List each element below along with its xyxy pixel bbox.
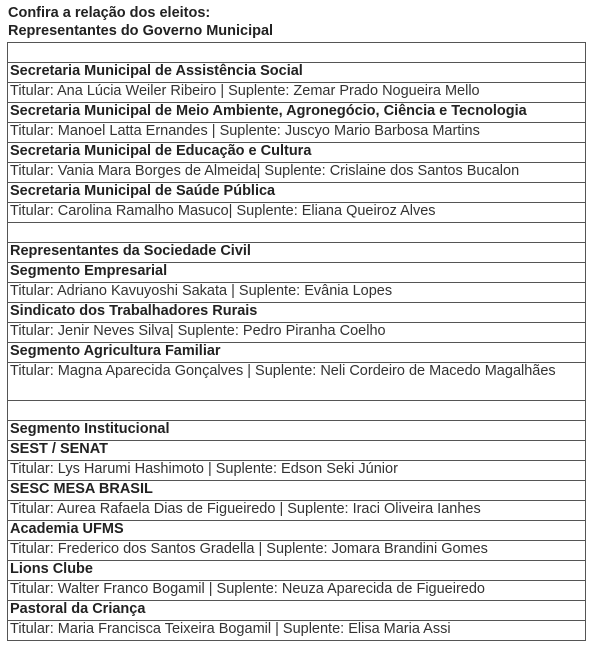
member-row <box>8 83 586 103</box>
member-row <box>8 123 586 143</box>
member-row <box>8 581 586 601</box>
group-heading-row <box>8 561 586 581</box>
group-heading: Secretaria Municipal de Saúde Pública <box>8 183 586 203</box>
member-row <box>8 203 586 223</box>
member-row <box>8 363 586 401</box>
group-heading-row <box>8 103 586 123</box>
group-heading-row <box>8 421 586 441</box>
elected-table-body <box>8 43 586 641</box>
spacer-row <box>8 223 586 243</box>
group-heading: SESC MESA BRASIL <box>8 481 586 501</box>
group-heading-row <box>8 481 586 501</box>
group-heading-row <box>8 243 586 263</box>
group-heading-row <box>8 303 586 323</box>
member-text: Titular: Jenir Neves Silva| Suplente: Pedro Piranha Coelho <box>8 323 586 343</box>
group-heading: Segmento Institucional <box>8 421 586 441</box>
member-text: Titular: Lys Harumi Hashimoto | Suplente: Edson Seki Júnior <box>8 461 586 481</box>
empty-cell <box>8 401 586 421</box>
group-heading-row <box>8 183 586 203</box>
group-heading: Secretaria Municipal de Meio Ambiente, Agronegócio, Ciência e Tecnologia <box>8 103 586 123</box>
group-heading: Segmento Empresarial <box>8 263 586 283</box>
member-text: Titular: Frederico dos Santos Gradella | Suplente: Jomara Brandini Gomes <box>8 541 586 561</box>
elected-table <box>7 42 586 641</box>
group-heading: Representantes da Sociedade Civil <box>8 243 586 263</box>
group-heading-row <box>8 263 586 283</box>
group-heading: Academia UFMS <box>8 521 586 541</box>
spacer-row <box>8 401 586 421</box>
group-heading-row <box>8 343 586 363</box>
group-heading: Pastoral da Criança <box>8 601 586 621</box>
group-heading: SEST / SENAT <box>8 441 586 461</box>
member-row <box>8 283 586 303</box>
group-heading-row <box>8 441 586 461</box>
intro-heading <box>8 5 273 40</box>
intro-line: Confira a relação dos eleitos: <box>8 5 211 21</box>
empty-cell <box>8 43 586 63</box>
group-heading: Secretaria Municipal de Assistência Social <box>8 63 586 83</box>
member-text: Titular: Ana Lúcia Weiler Ribeiro | Suplente: Zemar Prado Nogueira Mello <box>8 83 586 103</box>
member-text: Titular: Aurea Rafaela Dias de Figueiredo | Suplente: Iraci Oliveira Ianhes <box>8 501 586 521</box>
member-text: Titular: Adriano Kavuyoshi Sakata | Suplente: Evânia Lopes <box>8 283 586 303</box>
member-row <box>8 541 586 561</box>
member-text: Titular: Vania Mara Borges de Almeida| Suplente: Crislaine dos Santos Bucalon <box>8 163 586 183</box>
group-heading: Secretaria Municipal de Educação e Cultura <box>8 143 586 163</box>
group-heading-row <box>8 143 586 163</box>
member-text: Titular: Maria Francisca Teixeira Bogamil | Suplente: Elisa Maria Assi <box>8 621 586 641</box>
group-heading-row <box>8 521 586 541</box>
member-row <box>8 501 586 521</box>
member-row <box>8 323 586 343</box>
group-heading: Segmento Agricultura Familiar <box>8 343 586 363</box>
member-row <box>8 621 586 641</box>
member-text: Titular: Walter Franco Bogamil | Suplente: Neuza Aparecida de Figueiredo <box>8 581 586 601</box>
member-row <box>8 461 586 481</box>
group-heading-row <box>8 63 586 83</box>
member-text: Titular: Carolina Ramalho Masuco| Suplente: Eliana Queiroz Alves <box>8 203 586 223</box>
section-title: Representantes do Governo Municipal <box>8 22 274 39</box>
member-text: Titular: Manoel Latta Ernandes | Suplente: Juscyo Mario Barbosa Martins <box>8 123 586 143</box>
group-heading: Sindicato dos Trabalhadores Rurais <box>8 303 586 323</box>
empty-cell <box>8 223 586 243</box>
spacer-row <box>8 43 586 63</box>
group-heading: Lions Clube <box>8 561 586 581</box>
member-row <box>8 163 586 183</box>
member-text: Titular: Magna Aparecida Gonçalves | Suplente: Neli Cordeiro de Macedo Magalhães <box>8 363 586 401</box>
group-heading-row <box>8 601 586 621</box>
